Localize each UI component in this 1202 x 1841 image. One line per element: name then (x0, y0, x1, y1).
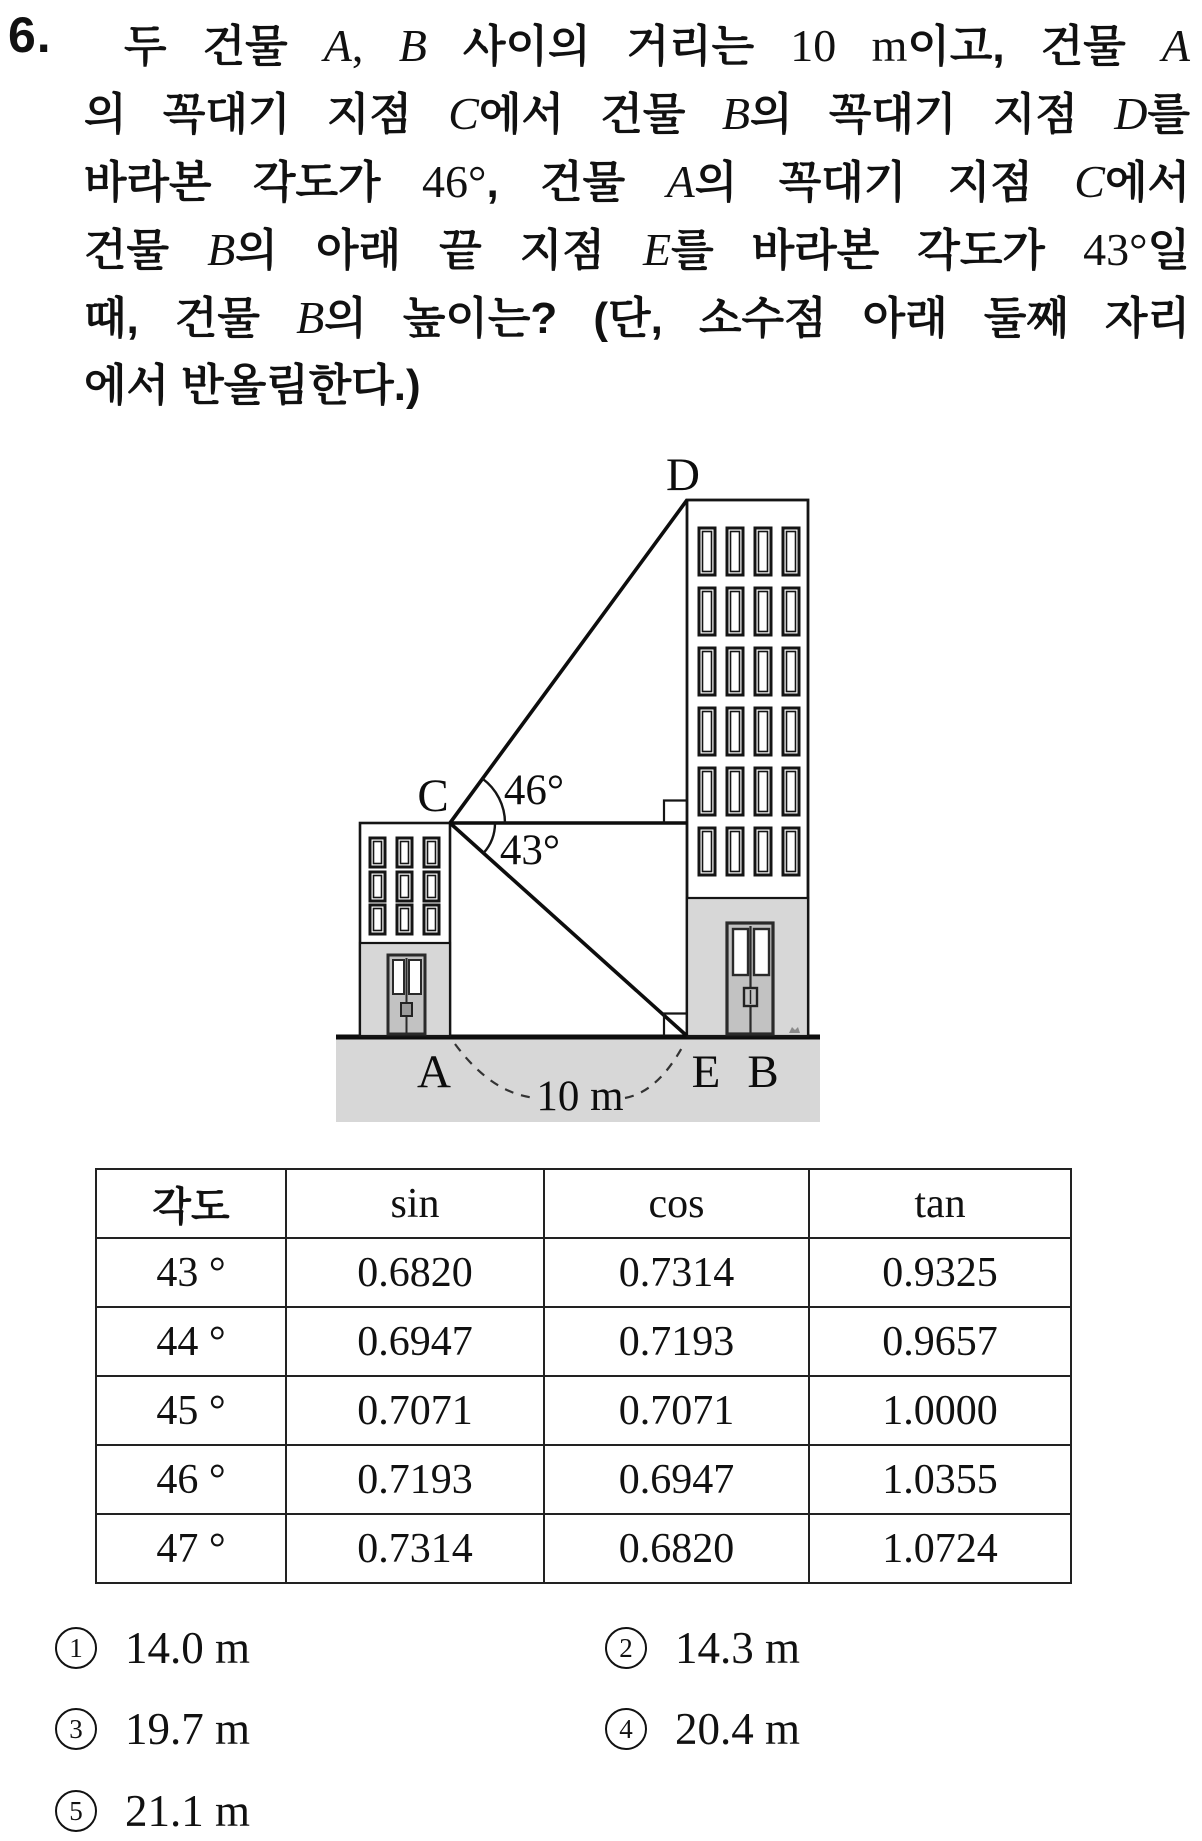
cell-tan: 1.0355 (809, 1445, 1071, 1514)
label-e: E (691, 1046, 721, 1098)
text-run: 의 높이는? (단, 소수점 아래 둘째 자리 (324, 294, 1191, 343)
choice-4-circle: 4 (605, 1708, 647, 1750)
choice-3-circle: 3 (55, 1708, 97, 1750)
choice-3 (55, 1703, 250, 1755)
math-var: A (1161, 20, 1190, 71)
cell-cos: 0.7071 (544, 1376, 809, 1445)
line-cd (450, 500, 687, 823)
number-run: 43° (1083, 224, 1148, 275)
angle-arc-46 (483, 779, 506, 823)
math-var: A (323, 20, 352, 71)
cell-tan: 0.9325 (809, 1238, 1071, 1307)
label-distance: 10 m (536, 1073, 624, 1120)
problem-line (84, 216, 1190, 284)
problem-statement (84, 12, 1190, 420)
line-ce (450, 823, 687, 1036)
col-header-cos: cos (544, 1169, 809, 1238)
label-b: B (747, 1046, 779, 1098)
choice-5-circle: 5 (55, 1790, 97, 1832)
col-header-tan: tan (809, 1169, 1071, 1238)
cell-angle: 44 ° (96, 1307, 286, 1376)
text-run: 바라본 각도가 (84, 158, 423, 207)
cell-tan: 1.0724 (809, 1514, 1071, 1583)
text-run: 일 (1147, 226, 1190, 275)
cell-cos: 0.7193 (544, 1307, 809, 1376)
label-d: D (666, 449, 700, 501)
math-var: B (296, 292, 325, 343)
label-a: A (417, 1046, 451, 1098)
text-run: 의 꼭대기 지점 (749, 90, 1115, 139)
text-run: , 건물 (486, 158, 667, 207)
label-angle-46: 46° (503, 767, 565, 814)
building-a-windows (370, 838, 439, 934)
problem-line (84, 12, 1190, 80)
cell-tan: 0.9657 (809, 1307, 1071, 1376)
choice-5 (55, 1785, 250, 1837)
math-var: C (1074, 156, 1105, 207)
problem-line (84, 352, 1190, 420)
math-var: A (666, 156, 695, 207)
text-run: 이고, 건물 (907, 22, 1162, 71)
problem-line (84, 148, 1190, 216)
cell-tan: 1.0000 (809, 1376, 1071, 1445)
math-var: B (398, 20, 427, 71)
text-run: 두 건물 (124, 22, 324, 71)
cell-angle: 43 ° (96, 1238, 286, 1307)
cell-sin: 0.7071 (286, 1376, 544, 1445)
cell-cos: 0.6947 (544, 1445, 809, 1514)
table-row (96, 1445, 1071, 1514)
table-row (96, 1514, 1071, 1583)
math-var: D (1114, 88, 1148, 139)
math-var: E (642, 224, 672, 275)
number-run: 46° (422, 156, 487, 207)
text-run: 사이의 거리는 (426, 22, 791, 71)
trig-table (95, 1168, 1072, 1584)
text-run: 를 바라본 각도가 (671, 226, 1084, 275)
building-b (687, 500, 808, 1036)
text-run: 에서 (1104, 158, 1190, 207)
choice-3-label: 19.7 m (125, 1704, 251, 1754)
math-var: B (721, 88, 750, 139)
choice-2-label: 14.3 m (675, 1623, 801, 1673)
text-run: 에서 건물 (478, 90, 722, 139)
cell-sin: 0.7193 (286, 1445, 544, 1514)
building-a-door (388, 955, 425, 1034)
cell-cos: 0.6820 (544, 1514, 809, 1583)
text-run: 의 아래 끝 지점 (235, 226, 643, 275)
text-run: 의 꼭대기 지점 (694, 158, 1075, 207)
math-var: B (207, 224, 236, 275)
problem-number: 6. (8, 7, 52, 63)
text-run: 의 꼭대기 지점 (84, 90, 449, 139)
choice-2-circle: 2 (605, 1627, 647, 1669)
label-c: C (417, 770, 449, 822)
choice-4-label: 20.4 m (675, 1704, 801, 1754)
building-diagram (320, 440, 840, 1140)
math-var: C (448, 88, 479, 139)
problem-line (84, 284, 1190, 352)
building-b-door (727, 923, 773, 1034)
table-row (96, 1376, 1071, 1445)
right-angle-mark-top (664, 801, 687, 824)
cell-cos: 0.7314 (544, 1238, 809, 1307)
angle-arc-43 (484, 823, 496, 853)
choice-1 (55, 1622, 250, 1674)
label-angle-43: 43° (499, 827, 561, 874)
cell-sin: 0.6947 (286, 1307, 544, 1376)
col-header-sin: sin (286, 1169, 544, 1238)
choice-1-circle: 1 (55, 1627, 97, 1669)
cell-angle: 46 ° (96, 1445, 286, 1514)
cell-angle: 45 ° (96, 1376, 286, 1445)
number-run: 10 m (790, 20, 908, 71)
building-a (360, 823, 450, 1036)
sight-lines (450, 500, 687, 1036)
cell-sin: 0.7314 (286, 1514, 544, 1583)
table-row (96, 1238, 1071, 1307)
text-run: 때, 건물 (84, 294, 297, 343)
text-run: 건물 (84, 226, 208, 275)
cell-angle: 47 ° (96, 1514, 286, 1583)
table-row (96, 1307, 1071, 1376)
text-run: 를 (1147, 90, 1190, 139)
choice-4 (605, 1703, 800, 1755)
choice-1-label: 14.0 m (125, 1623, 251, 1673)
text-run: , (351, 20, 399, 71)
table-header-row (96, 1169, 1071, 1238)
text-run: 에서 반올림한다.) (84, 361, 421, 410)
choice-2 (605, 1622, 800, 1674)
cell-sin: 0.6820 (286, 1238, 544, 1307)
col-header-angle: 각도 (96, 1169, 286, 1238)
choice-5-label: 21.1 m (125, 1786, 251, 1836)
problem-line (84, 80, 1190, 148)
